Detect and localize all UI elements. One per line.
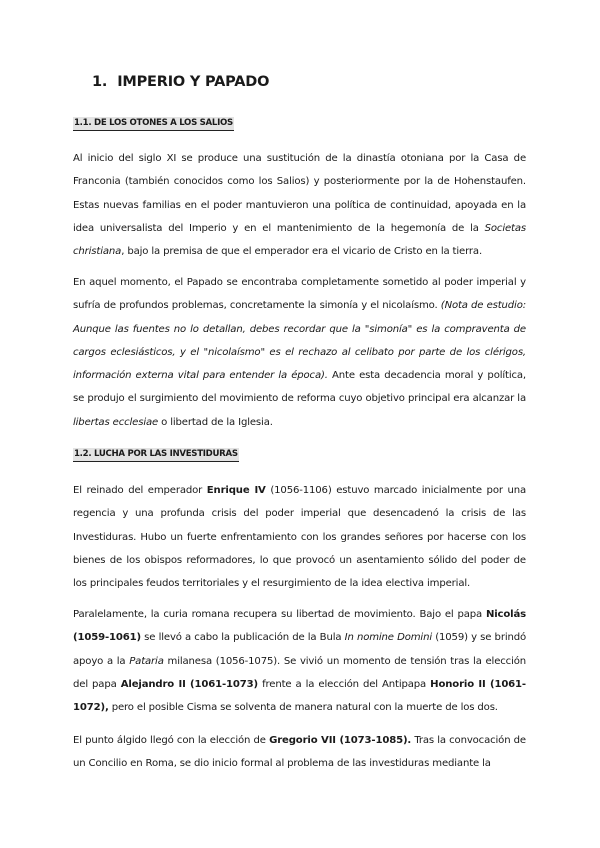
title-number: 1. — [92, 74, 108, 90]
paragraph-3-text-b: (1056-1106) estuvo marcado inicialmente por una regencia y una profunda crisis del poder imperial que desencadenó la crisis de las Investiduras. Hubo un fuerte enfrentamiento con los grandes señores por hacerse con los bienes de los obispos reformadores, lo que provocó un asentamiento sólido del poder de los principales feudos territoriales y el resurgimiento de la idea electiva imperial. — [73, 485, 526, 590]
paragraph-4-italic-1: In nomine Domini — [344, 632, 432, 644]
paragraph-3 — [73, 479, 526, 595]
paragraph-2-study-note: (Nota de estudio: Aunque las fuentes no lo detallan, debes recordar que la "simonía" es la compraventa de cargos eclesiásticos, y el "nicolaísmo" es el rechazo al celibato por parte de los clérigos, información externa vital para entender la época). — [73, 300, 526, 382]
paragraph-4-text-a: Paralelamente, la curia romana recupera su libertad de movimiento. Bajo el papa — [73, 609, 486, 620]
paragraph-1-text-b: , bajo la premisa de que el emperador era el vicario de Cristo en la tierra. — [121, 246, 483, 258]
paragraph-4-text-f: pero el posible Cisma se solventa de manera natural con la muerte de los dos. — [108, 702, 498, 714]
paragraph-4-text-e: frente a la elección del Antipapa — [258, 678, 431, 690]
paragraph-4-bold-2: Alejandro II (1061-1073) — [120, 678, 259, 690]
paragraph-3-bold-1: Enrique IV — [206, 485, 266, 496]
section-heading-2 — [73, 449, 239, 459]
paragraph-4-text-d: milanesa (1056-1075). Se vivió un momento de tensión tras la elección del papa — [73, 655, 527, 690]
section-heading-1 — [73, 118, 234, 128]
paragraph-5 — [73, 729, 526, 776]
section-heading-2-label: 1.2. LUCHA POR LAS INVESTIDURAS — [73, 448, 239, 462]
paragraph-4 — [73, 603, 526, 719]
title-text: IMPERIO Y PAPADO — [117, 74, 270, 90]
paragraph-5-text-b: Tras la convocación de un Concilio en Roma, se dio inicio formal al problema de las investiduras mediante la — [73, 735, 526, 770]
paragraph-4-bold-3: Honorio II (1061-1072), — [73, 678, 526, 714]
paragraph-1-text-a: Al inicio del siglo XI se produce una sustitución de la dinastía otoniana por la Casa de Franconia (también conocidos como los Salios) y posteriormente por la de Hohenstaufen. Estas nuevas familias en el poder mantuvieron una política de continuidad, apoyada en la idea universalista del Imperio y en el mantenimiento de la hegemonía de la — [73, 153, 526, 234]
section-heading-1-label: 1.1. DE LOS OTONES A LOS SALIOS — [73, 117, 234, 131]
paragraph-2-text-a: En aquel momento, el Papado se encontraba completamente sometido al poder imperial y sufría de profundos problemas, concretamente la simonía y el nicolaísmo. — [73, 277, 526, 312]
page-title — [92, 74, 269, 90]
paragraph-2-text-b: Ante esta decadencia moral y política, se produjo el surgimiento del movimiento de reforma cuyo objetivo principal era alcanzar la — [73, 370, 526, 405]
paragraph-4-text-c: (1059) y se brindó apoyo a la — [73, 632, 526, 667]
paragraph-3-text-a: El reinado del emperador — [73, 485, 207, 496]
paragraph-5-text-a: El punto álgido llegó con la elección de — [73, 735, 270, 746]
paragraph-4-italic-2: Pataria — [129, 655, 164, 667]
paragraph-1-italic-1: Societas christiana — [73, 222, 526, 258]
paragraph-1 — [73, 147, 526, 263]
paragraph-2-italic-1: libertas ecclesiae — [73, 416, 159, 428]
paragraph-4-text-b: se llevó a cabo la publicación de la Bula — [140, 632, 345, 644]
paragraph-5-bold-1: Gregorio VII (1073-1085). — [269, 735, 412, 746]
paragraph-2-text-c: o libertad de la Iglesia. — [158, 416, 273, 428]
paragraph-4-bold-1: Nicolás (1059-1061) — [73, 609, 526, 644]
paragraph-2 — [73, 271, 526, 434]
